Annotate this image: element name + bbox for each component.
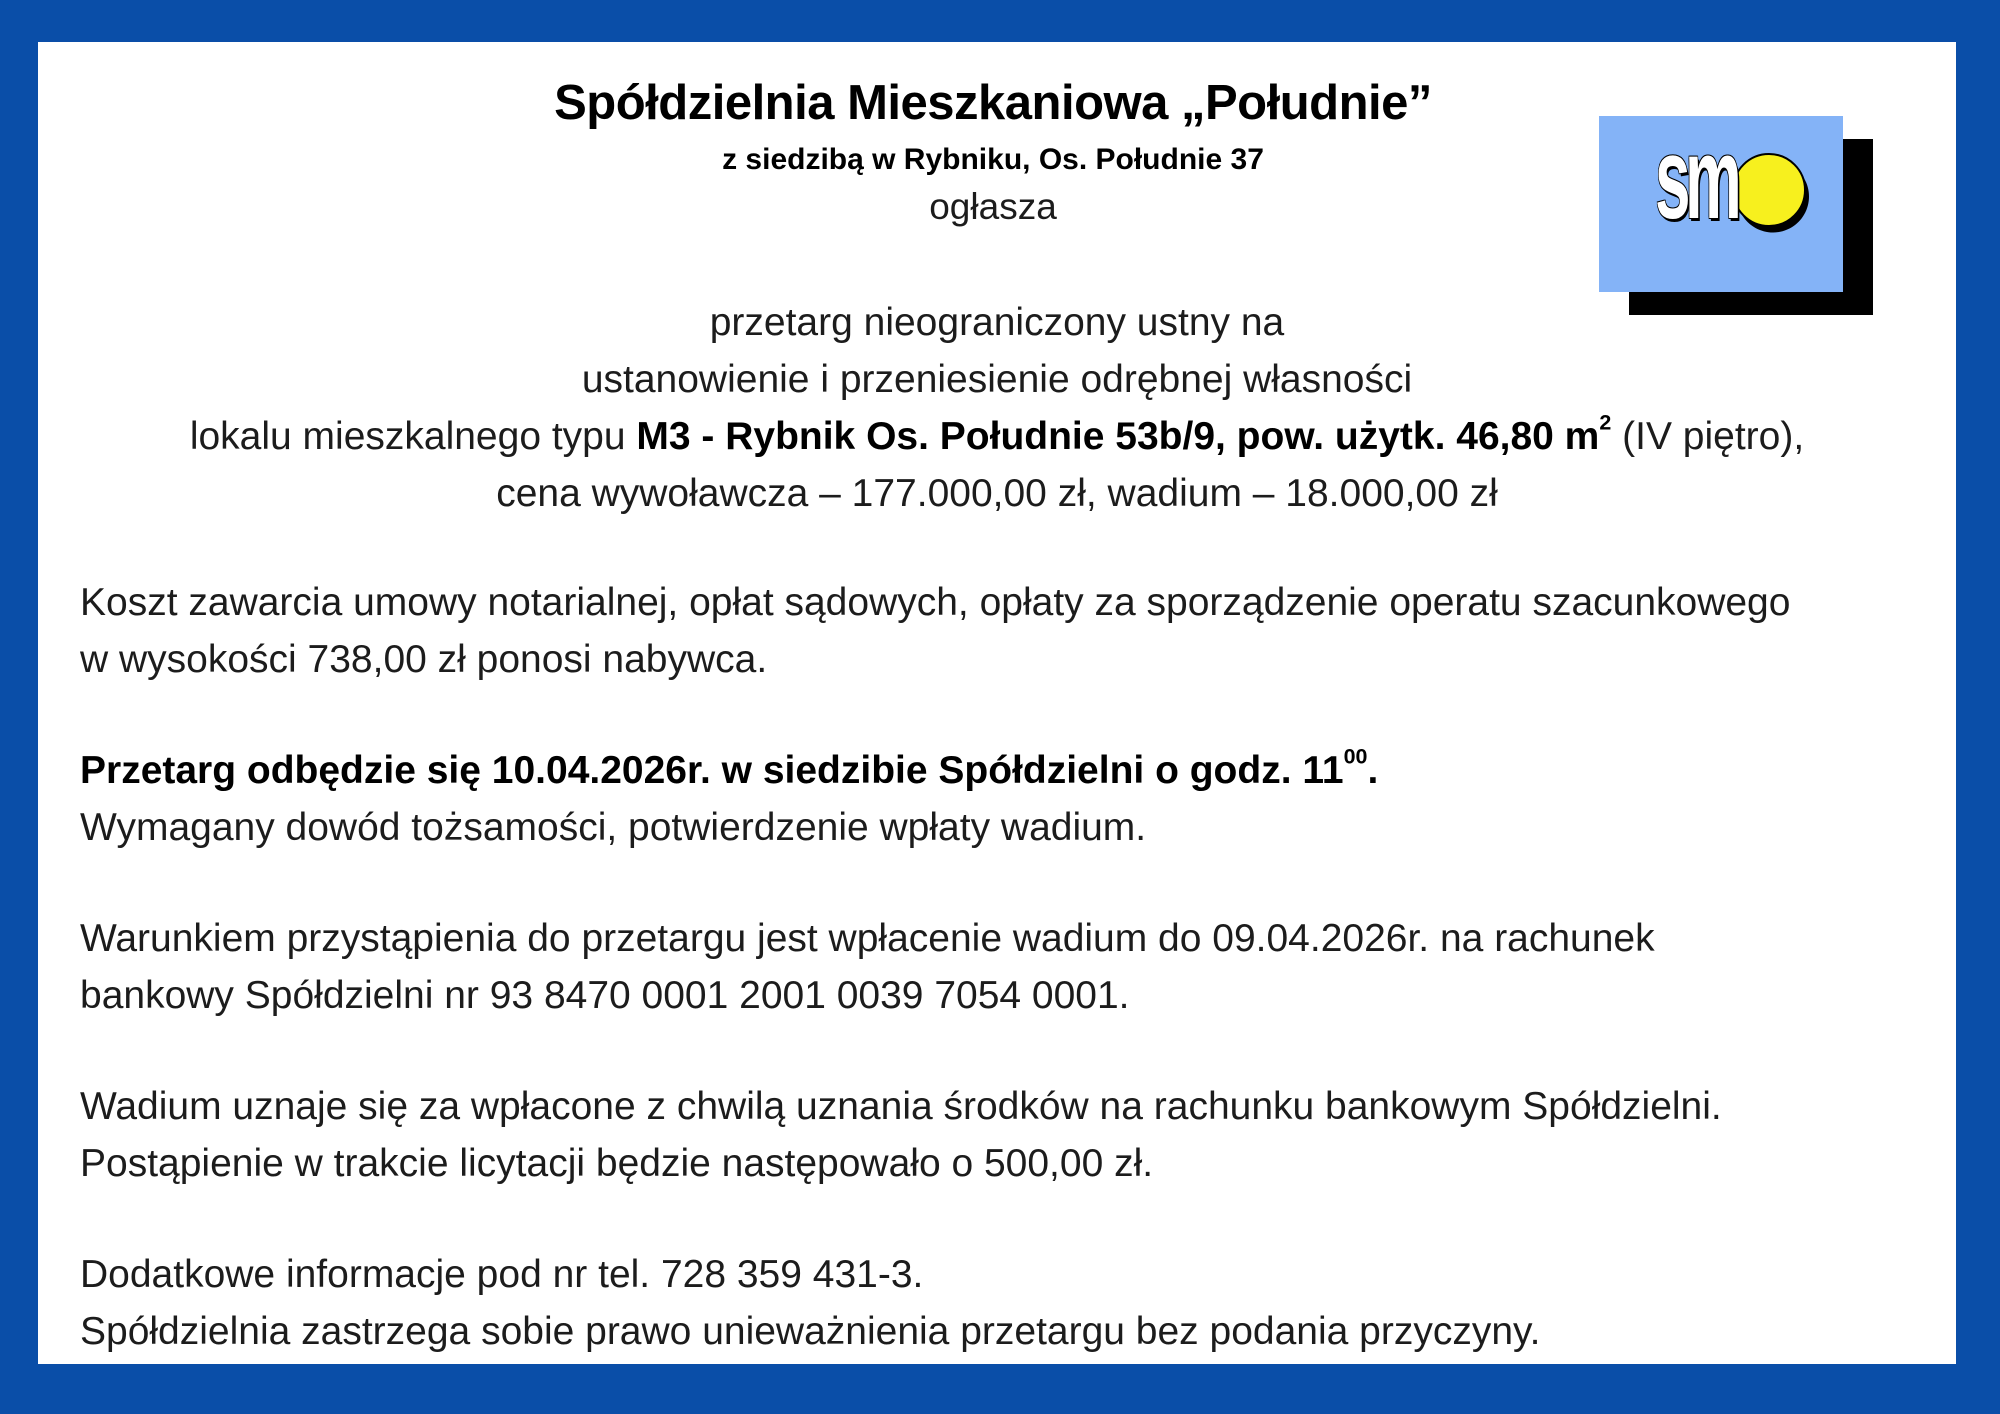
deposit-paragraph [80,910,1930,1024]
costs-paragraph [80,574,1930,688]
contact-paragraph [80,1246,1930,1360]
logo-letters: sm [1655,113,1737,243]
costs-line: w wysokości 738,00 zł ponosi nabywca. [80,638,768,681]
property-details: M3 - Rybnik Os. Południe 53b/9, pow. użytk. 46,80 $m^2$ [636,410,1612,458]
cooperative-address: z siedzibą w Rybniku, Os. Południe 37 [722,142,1264,176]
contact-line: Dodatkowe informacje pod nr tel. 728 359 431-3. [80,1253,924,1296]
property-intro: lokalu mieszkalnego typu [189,415,637,458]
offer-line-property [38,408,1956,465]
property-floor: (IV piętro), [1611,415,1805,458]
deposit-line: Warunkiem przystąpienia do przetargu jest wpłacenie wadium do 09.04.2026r. na rachunek [80,917,1655,960]
announcement-body [80,574,1930,1414]
offer-line-scope: ustanowienie i przeniesienie odrębnej własności [581,358,1413,401]
area-unit-superscript: 2 [1599,410,1612,435]
deposit-rules-line: Wadium uznaje się za wpłacone z chwilą uznania środków na rachunku bankowym Spółdzielni. [80,1085,1722,1128]
announcement-panel [38,42,1956,1364]
offer-line-type: przetarg nieograniczony ustny na [709,301,1285,344]
hour-minutes-superscript: 00 [1343,744,1368,769]
deposit-rules-line: Postąpienie w trakcie licytacji będzie następowało o 500,00 zł. [80,1142,1154,1185]
offer-block [38,294,1956,522]
page-title: Spółdzielnia Mieszkaniowa „Południe” [554,76,1432,130]
auction-paragraph [80,742,1930,856]
costs-line: Koszt zawarcia umowy notarialnej, opłat sądowych, opłaty za sporządzenie operatu szacunkowego [80,581,1791,624]
auction-date-line: Przetarg odbędzie się 10.04.2026r. w siedzibie Spółdzielni o godz. $11^{00}$. [80,744,1379,792]
auction-requirements: Wymagany dowód tożsamości, potwierdzenie wpłaty wadium. [80,806,1147,849]
deposit-rules-paragraph [80,1078,1930,1192]
disclaimer-line: Spółdzielnia zastrzega sobie prawo unieważnienia przetargu bez podania przyczyny. [80,1310,1541,1353]
offer-line-price: cena wywoławcza – 177.000,00 zł, wadium – 18.000,00 zł [496,472,1498,515]
deposit-line: bankowy Spółdzielni nr 93 8470 0001 2001 0039 7054 0001. [80,974,1130,1017]
announces-label: ogłasza [929,186,1057,228]
logo-background [1599,113,1843,292]
cooperative-logo [1599,113,1874,318]
